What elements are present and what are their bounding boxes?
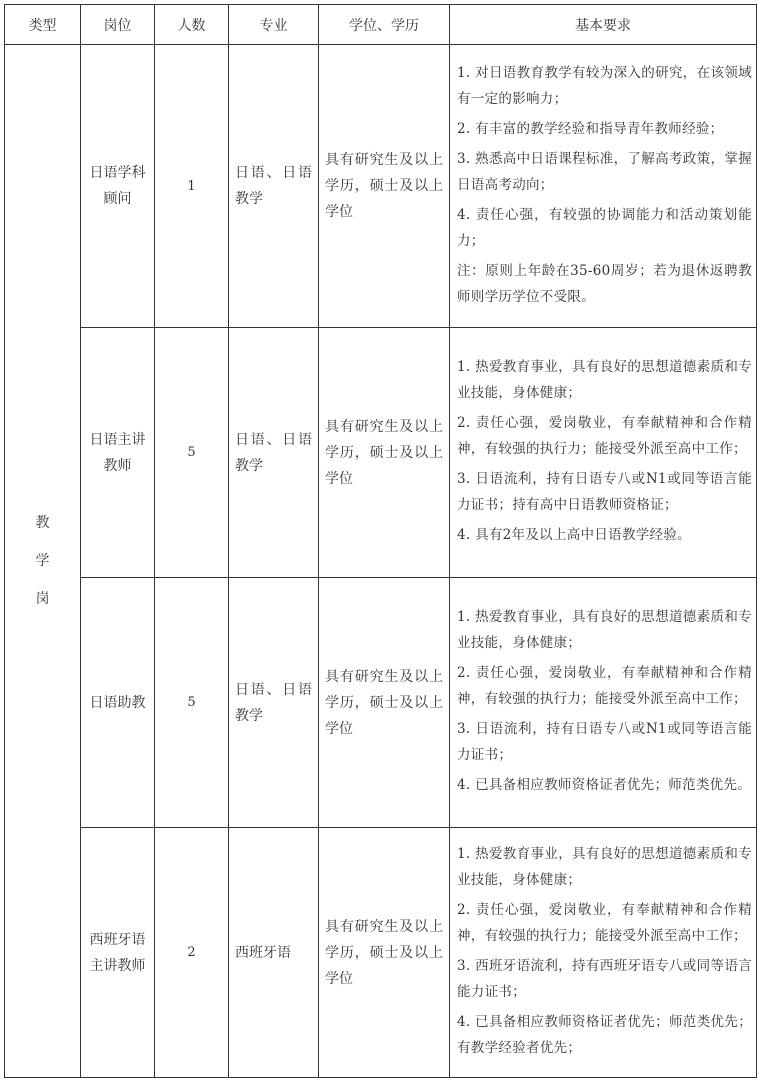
header-requirements: 基本要求 <box>450 5 757 45</box>
degree-text: 具有研究生及以上学历，硕士及以上学位 <box>325 418 443 487</box>
count-cell: 2 <box>155 828 229 1078</box>
requirement-item: 1. 热爱教育事业，具有良好的思想道德素质和专业技能，身体健康； <box>457 846 752 888</box>
requirement-item: 3. 日语流利，持有日语专八或N1或同等语言能力证书； <box>457 721 752 763</box>
category-label: 教学岗 <box>35 515 50 607</box>
requirement-item: 4. 责任心强，有较强的协调能力和活动策划能力； <box>457 206 752 249</box>
requirements-cell <box>450 578 757 828</box>
major-cell <box>229 45 319 328</box>
category-cell <box>5 45 81 1078</box>
requirement-item: 2. 有丰富的教学经验和指导青年教师经验； <box>457 120 724 137</box>
requirements-cell <box>450 45 757 328</box>
degree-cell <box>319 328 450 578</box>
post-cell <box>81 828 155 1078</box>
requirement-item: 4. 已具备相应教师资格证者优先；师范类优先。 <box>457 777 752 793</box>
count-cell: 5 <box>155 328 229 578</box>
major-text: 西班牙语 <box>235 944 291 961</box>
post-cell <box>81 578 155 828</box>
count-cell: 1 <box>155 45 229 328</box>
table-row <box>5 45 757 328</box>
major-cell <box>229 578 319 828</box>
count-cell: 5 <box>155 578 229 828</box>
post-cell <box>81 45 155 328</box>
major-cell <box>229 328 319 578</box>
requirement-item: 3. 熟悉高中日语课程标准，了解高考政策，掌握日语高考动向； <box>457 150 752 193</box>
requirement-item: 4. 已具备相应教师资格证者优先；师范类优先；有教学经验者优先； <box>457 1014 752 1056</box>
post-name: 西班牙语主讲教师 <box>89 931 146 974</box>
requirement-item: 3. 日语流利，持有日语专八或N1或同等语言能力证书；持有高中日语教师资格证； <box>457 471 752 513</box>
header-type: 类型 <box>5 5 81 45</box>
degree-cell <box>319 45 450 328</box>
table-row <box>5 828 757 1078</box>
requirement-note: 注：原则上年龄在35-60周岁；若为退休返聘教师则学历学位不受限。 <box>457 262 752 305</box>
header-post: 岗位 <box>81 5 155 45</box>
table-row <box>5 578 757 828</box>
requirement-item: 1. 热爱教育事业，具有良好的思想道德素质和专业技能，身体健康； <box>457 359 752 401</box>
header-major: 专业 <box>229 5 319 45</box>
degree-text: 具有研究生及以上学历，硕士及以上学位 <box>325 668 443 737</box>
post-name: 日语学科顾问 <box>89 165 146 207</box>
header-degree: 学位、学历 <box>319 5 450 45</box>
requirements-cell <box>450 328 757 578</box>
major-text: 日语、日语教学 <box>235 165 312 207</box>
major-cell <box>229 828 319 1078</box>
requirements-cell <box>450 828 757 1078</box>
post-cell <box>81 328 155 578</box>
degree-text: 具有研究生及以上学历，硕士及以上学位 <box>325 918 443 987</box>
requirement-item: 2. 责任心强，爱岗敬业，有奉献精神和合作精神，有较强的执行力；能接受外派至高中工作； <box>457 415 752 457</box>
post-name: 日语助教 <box>89 694 146 711</box>
table-row <box>5 328 757 578</box>
requirement-item: 2. 责任心强，爱岗敬业，有奉献精神和合作精神，有较强的执行力；能接受外派至高中工作； <box>457 902 752 944</box>
header-count: 人数 <box>155 5 229 45</box>
requirement-item: 1. 热爱教育事业，具有良好的思想道德素质和专业技能，身体健康； <box>457 609 752 651</box>
degree-cell <box>319 578 450 828</box>
degree-text: 具有研究生及以上学历，硕士及以上学位 <box>325 152 443 220</box>
requirement-item: 1. 对日语教育教学有较为深入的研究，在该领域有一定的影响力； <box>457 64 752 107</box>
post-name: 日语主讲教师 <box>89 431 146 474</box>
header-row <box>5 5 757 45</box>
requirement-item: 3. 西班牙语流利，持有西班牙语专八或同等语言能力证书； <box>457 958 752 1000</box>
requirement-item: 2. 责任心强，爱岗敬业，有奉献精神和合作精神，有较强的执行力；能接受外派至高中工作； <box>457 665 752 707</box>
recruitment-table <box>4 4 757 1078</box>
major-text: 日语、日语教学 <box>235 431 312 474</box>
requirement-item: 4. 具有2年及以上高中日语教学经验。 <box>457 527 691 543</box>
recruitment-table-container <box>4 4 756 1078</box>
major-text: 日语、日语教学 <box>235 681 312 724</box>
degree-cell <box>319 828 450 1078</box>
